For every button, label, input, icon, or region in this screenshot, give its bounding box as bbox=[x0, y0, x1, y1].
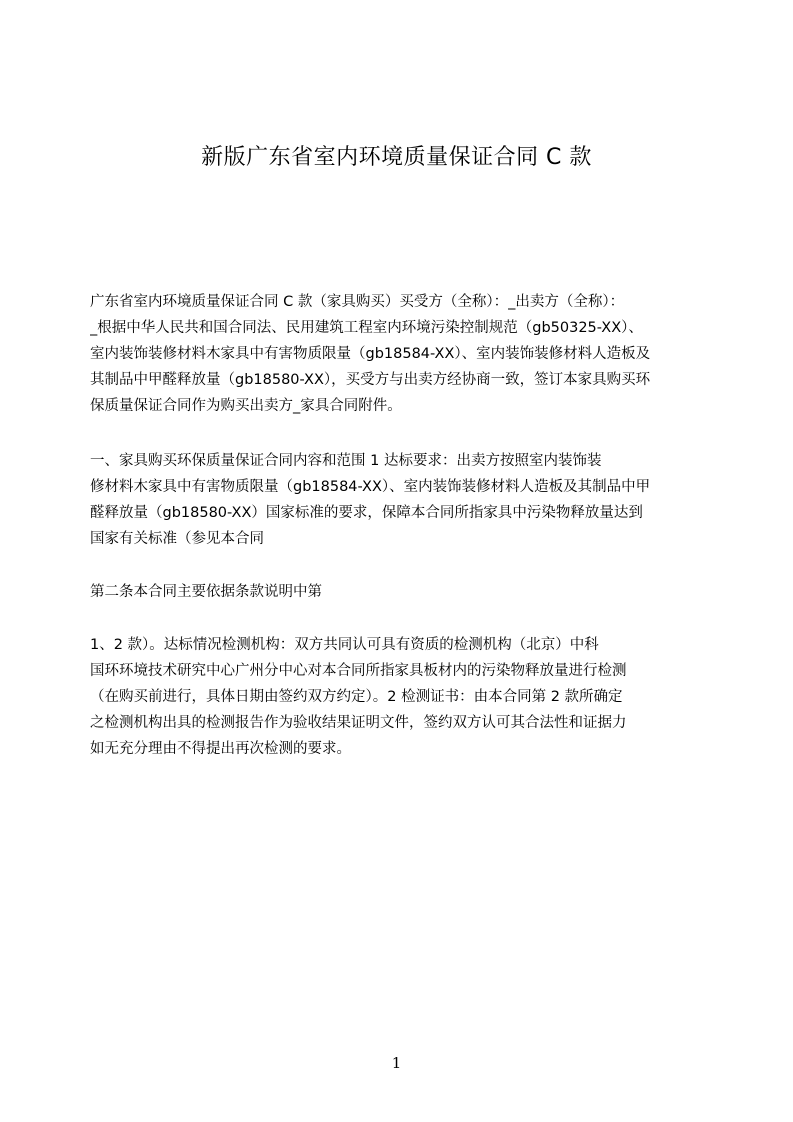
paragraph-line: 之检测机构出具的检测报告作为验收结果证明文件，签约双方认可其合法性和证据力 bbox=[90, 715, 627, 731]
page-number: 1 bbox=[391, 1054, 402, 1072]
paragraph-line: 保质量保证合同作为购买出卖方_家具合同附件。 bbox=[90, 398, 402, 414]
paragraph-line: 国环环境技术研究中心广州分中心对本合同所指家具板材内的污染物释放量进行检测 bbox=[90, 663, 627, 679]
paragraph-line: 1、2 款）。达标情况检测机构：双方共同认可具有资质的检测机构（北京）中科 bbox=[90, 637, 599, 653]
paragraph-line: _根据中华人民共和国合同法、民用建筑工程室内环境污染控制规范（gb50325-XX）、 bbox=[90, 320, 643, 336]
paragraph-line: 一、家具购买环保质量保证合同内容和范围 1 达标要求：出卖方按照室内装饰装 bbox=[90, 453, 602, 469]
paragraph-line: 醛释放量（gb18580-XX）国家标准的要求，保障本合同所指家具中污染物释放量达到 bbox=[90, 505, 643, 521]
paragraph-testing bbox=[90, 632, 702, 762]
paragraph-line: 第二条本合同主要依据条款说明中第 bbox=[90, 584, 322, 600]
paragraph-line: 室内装饰装修材料木家具中有害物质限量（gb18584-XX）、室内装饰装修材料人造板及 bbox=[90, 346, 651, 362]
paragraph-section-one bbox=[90, 448, 702, 552]
document-title: 新版广东省室内环境质量保证合同 C 款 bbox=[201, 145, 592, 170]
paragraph-line: 修材料木家具中有害物质限量（gb18584-XX）、室内装饰装修材料人造板及其制品中甲 bbox=[90, 479, 651, 495]
paragraph-line: 其制品中甲醛释放量（gb18580-XX），买受方与出卖方经协商一致，签订本家具购买环 bbox=[90, 372, 651, 388]
paragraph-line: 国家有关标准（参见本合同 bbox=[90, 531, 264, 547]
paragraph-line: 如无充分理由不得提出再次检测的要求。 bbox=[90, 741, 351, 757]
paragraph-preamble bbox=[90, 289, 702, 419]
paragraph-article-two bbox=[90, 579, 702, 605]
paragraph-line: （在购买前进行，具体日期由签约双方约定）。2 检测证书：由本合同第 2 款所确定 bbox=[90, 689, 623, 705]
paragraph-line: 广东省室内环境质量保证合同 C 款（家具购买）买受方（全称）：_出卖方（全称）： bbox=[90, 294, 625, 310]
